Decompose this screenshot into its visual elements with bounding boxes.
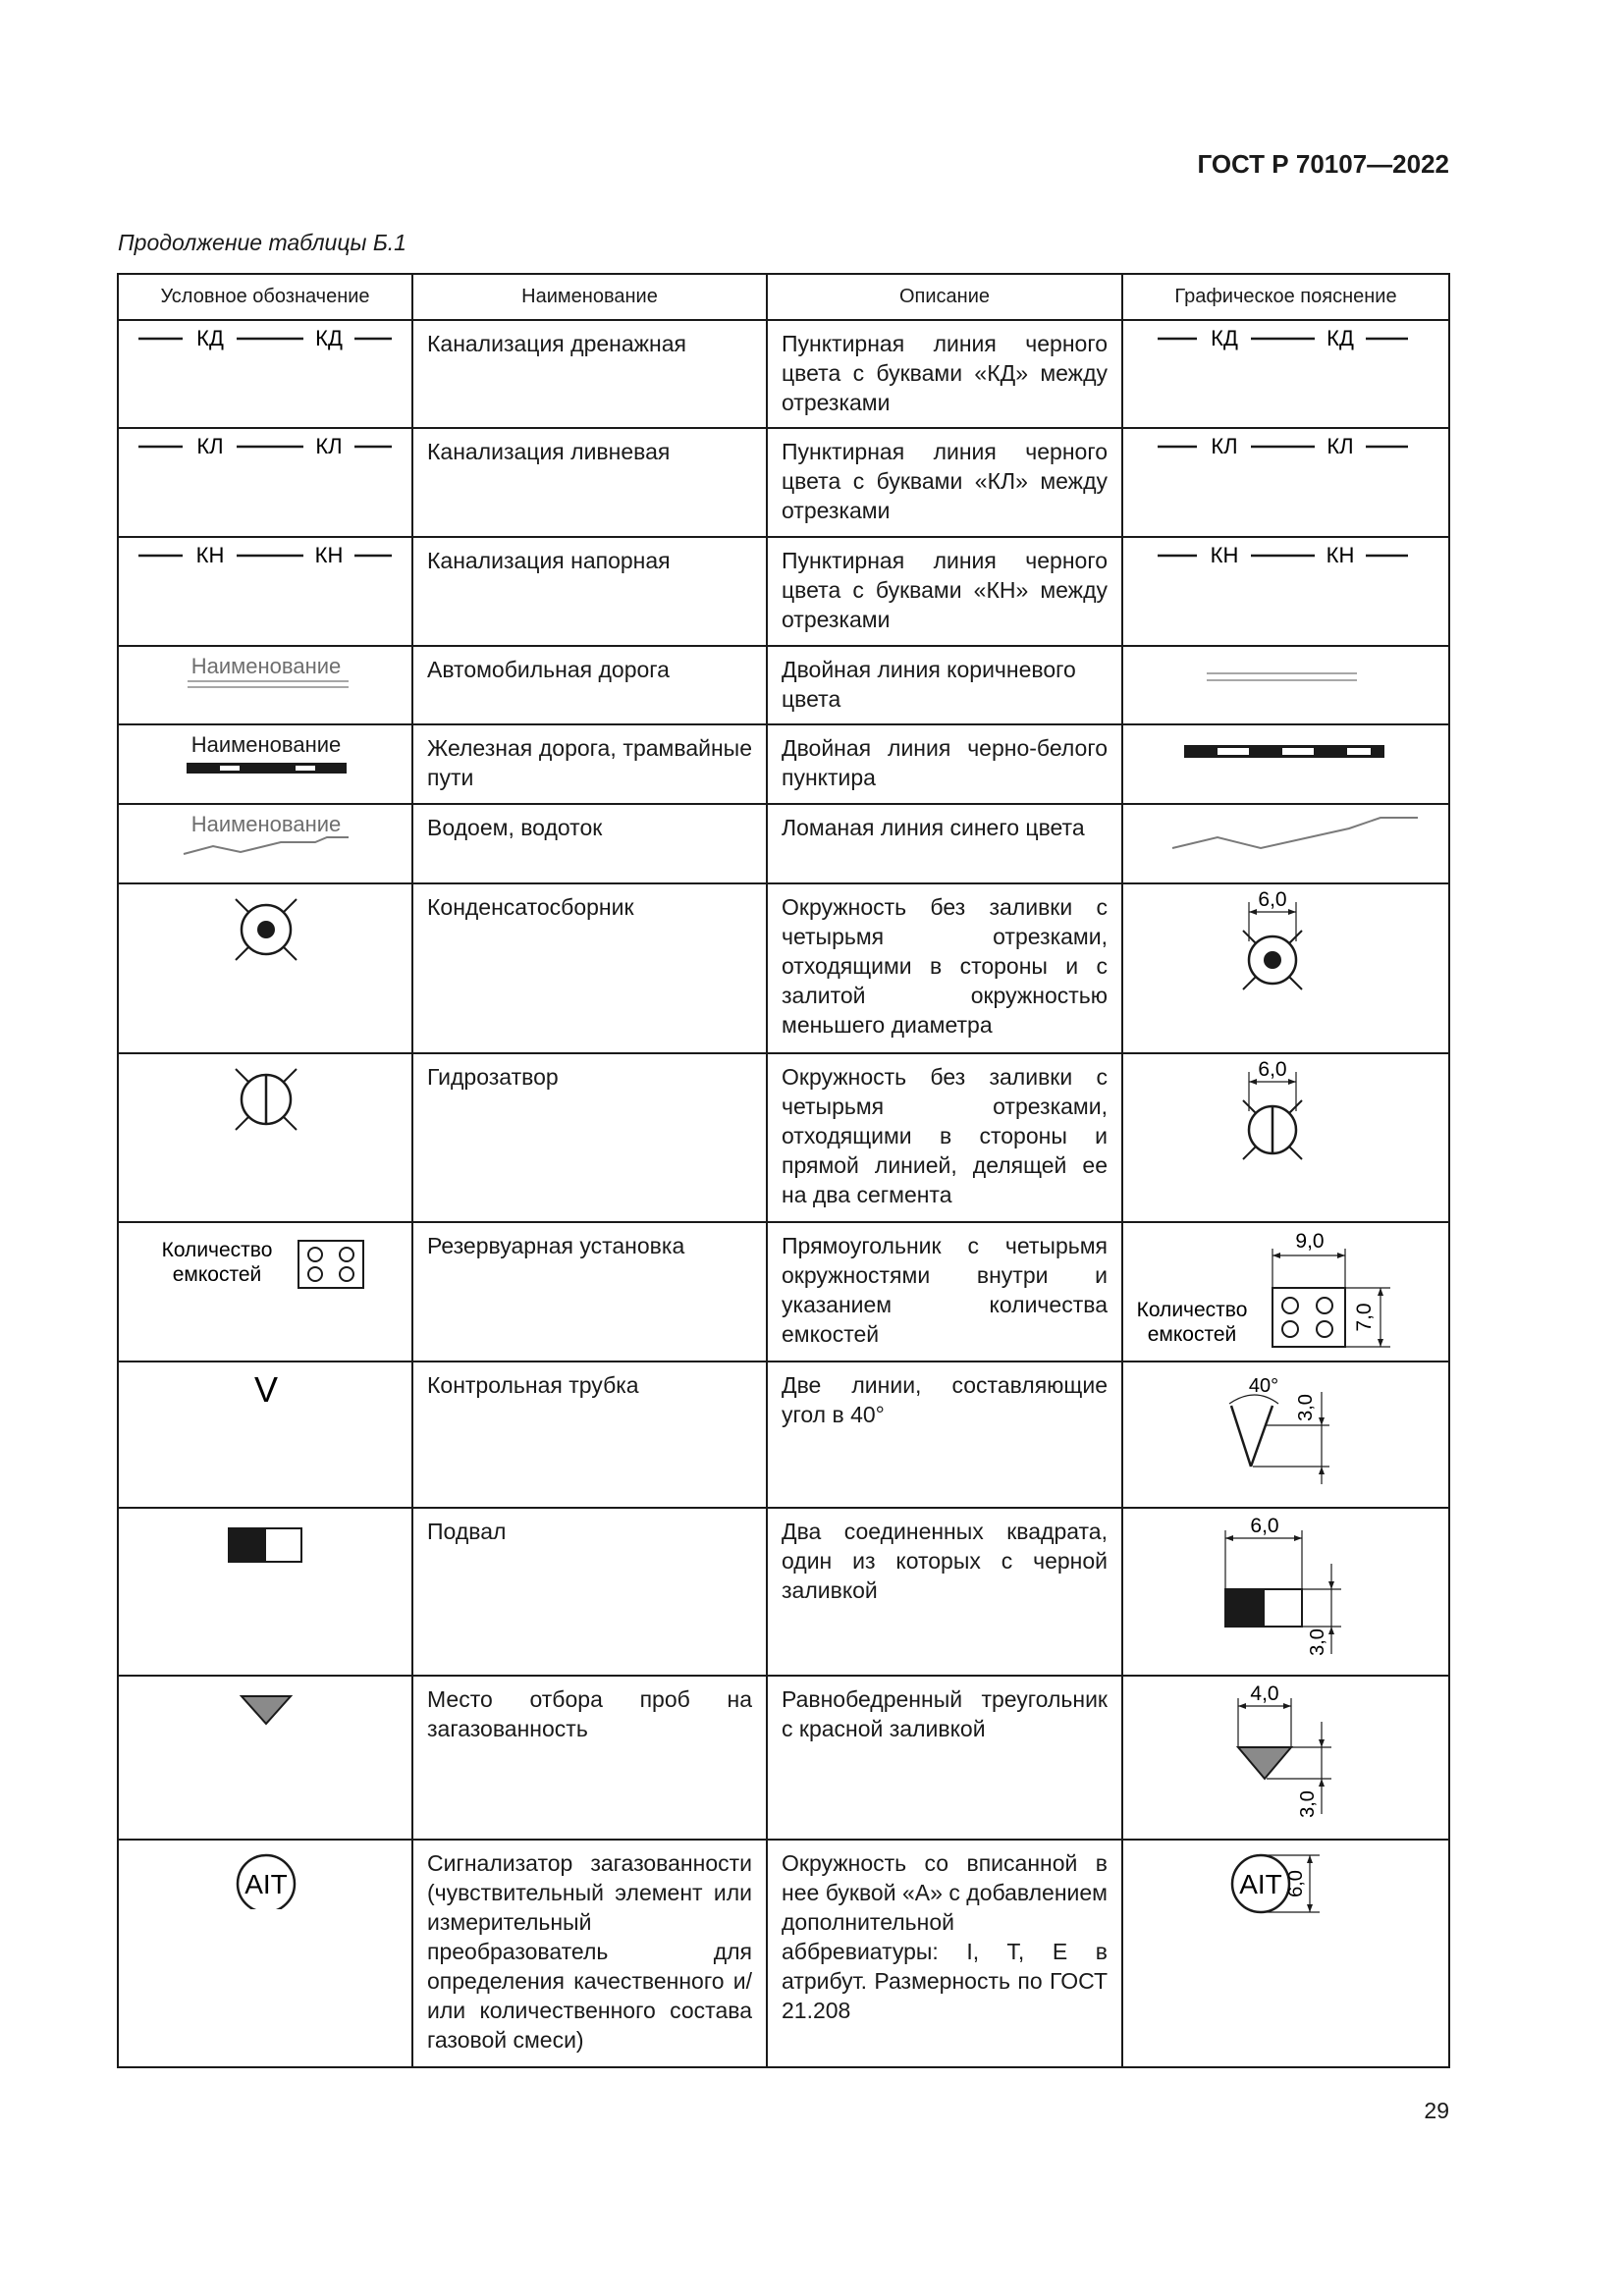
control-tube-graphic — [1123, 1362, 1448, 1500]
table-row — [118, 1508, 1449, 1676]
description-cell: Пунктирная линия черного цвета с буквами «КД» между отрезками — [767, 320, 1122, 428]
svg-text:КН: КН — [1210, 543, 1239, 567]
graphic-cell — [1122, 1222, 1449, 1362]
gas-sampling-symbol — [119, 1677, 411, 1735]
name-cell: Водоем, водоток — [412, 804, 767, 883]
sewer-line-graphic — [1123, 321, 1448, 360]
graphic-cell — [1122, 1508, 1449, 1676]
line-label: КД — [315, 326, 343, 350]
dimension-label: 9,0 — [1295, 1230, 1325, 1253]
dimension-label: 6,0 — [1250, 1515, 1279, 1537]
control-tube-symbol — [119, 1362, 411, 1412]
gas-alarm-graphic — [1123, 1841, 1448, 1929]
graphic-cell — [1122, 1053, 1449, 1222]
name-cell: Сигнализатор загазованности (чувствительный элемент или измерительный преобразователь для определения качественного и/или количественного состава газовой смеси) — [412, 1840, 767, 2067]
column-header: Описание — [767, 274, 1122, 320]
dimension-label: 6,0 — [1258, 888, 1287, 911]
graphic-cell — [1122, 804, 1449, 883]
table-row — [118, 1222, 1449, 1362]
symbol-cell — [118, 1222, 412, 1362]
dimension-label: 3,0 — [1297, 1790, 1319, 1818]
symbol-cell — [118, 1508, 412, 1676]
table-row — [118, 1676, 1449, 1840]
table-row — [118, 1840, 1449, 2067]
hydraulic-seal-graphic — [1123, 1054, 1448, 1172]
name-cell: Автомобильная дорога — [412, 646, 767, 724]
description-cell: Окружность со вписанной в нее буквой «А» с добавлением дополнительной аббревиатуры: I, T, E в атрибут. Размерность по ГОСТ 21.208 — [767, 1840, 1122, 2067]
graphic-cell — [1122, 1676, 1449, 1840]
gas-alarm-label: AIT — [1239, 1869, 1282, 1899]
table-caption: Продолжение таблицы Б.1 — [118, 230, 406, 255]
name-cell: Канализация дренажная — [412, 320, 767, 428]
symbol-cell — [118, 537, 412, 646]
name-cell: Место отбора проб на загазованность — [412, 1676, 767, 1840]
gas-sampling-graphic — [1123, 1677, 1448, 1829]
water-symbol — [119, 805, 411, 864]
name-cell: Канализация ливневая — [412, 428, 767, 537]
tank-count-label: Количество — [161, 1239, 273, 1261]
description-cell: Два соединенных квадрата, один из которых с черной заливкой — [767, 1508, 1122, 1676]
table-row — [118, 537, 1449, 646]
symbol-cell — [118, 724, 412, 804]
description-cell: Двойная линия коричневого цвета — [767, 646, 1122, 724]
symbol-cell — [118, 1362, 412, 1508]
tank-count-label: емкостей — [1147, 1323, 1237, 1346]
page-number: 29 — [1424, 2098, 1449, 2123]
sewer-line-symbol — [119, 429, 411, 468]
graphic-cell — [1122, 1840, 1449, 2067]
symbol-cell — [118, 1053, 412, 1222]
tank-installation-graphic — [1123, 1223, 1448, 1359]
table-header-row — [118, 274, 1449, 320]
road-symbol — [119, 647, 411, 696]
symbol-cell — [118, 428, 412, 537]
svg-text:КН: КН — [195, 543, 225, 567]
symbol-cell — [118, 804, 412, 883]
description-cell: Прямоугольник с четырьмя окружностями внутри и указанием количества емкостей — [767, 1222, 1122, 1362]
graphic-cell — [1122, 724, 1449, 804]
name-cell: Подвал — [412, 1508, 767, 1676]
graphic-cell — [1122, 1362, 1449, 1508]
railway-symbol — [119, 725, 411, 779]
basement-symbol — [119, 1509, 411, 1568]
symbol-cell — [118, 883, 412, 1053]
description-cell: Окружность без заливки с четырьмя отрезками, отходящими в стороны и прямой линией, делящей ее на два сегмента — [767, 1053, 1122, 1222]
svg-text:КД: КД — [1326, 326, 1354, 350]
description-cell: Пунктирная линия черного цвета с буквами «КН» между отрезками — [767, 537, 1122, 646]
description-cell: Пунктирная линия черного цвета с буквами «КЛ» между отрезками — [767, 428, 1122, 537]
table-row — [118, 804, 1449, 883]
graphic-cell — [1122, 428, 1449, 537]
gas-alarm-symbol — [119, 1841, 411, 1909]
sewer-line-graphic — [1123, 429, 1448, 468]
svg-text:КД: КД — [1211, 326, 1238, 350]
basement-graphic — [1123, 1509, 1448, 1666]
symbol-cell — [118, 646, 412, 724]
table-row — [118, 1362, 1449, 1508]
railway-label: Наименование — [190, 732, 342, 757]
table-row — [118, 883, 1449, 1053]
tank-count-label: Количество — [1136, 1299, 1248, 1321]
gas-alarm-label: AIT — [244, 1869, 288, 1899]
control-tube-letter: V — [253, 1369, 279, 1410]
water-graphic — [1123, 805, 1448, 864]
name-cell: Канализация напорная — [412, 537, 767, 646]
svg-text:КН: КН — [314, 543, 344, 567]
graphic-cell — [1122, 646, 1449, 724]
water-label: Наименование — [190, 812, 342, 836]
hydraulic-seal-symbol — [119, 1054, 411, 1143]
angle-label: 40° — [1248, 1375, 1279, 1397]
dimension-label: 7,0 — [1353, 1303, 1376, 1332]
svg-text:КЛ: КЛ — [315, 434, 343, 458]
graphic-cell — [1122, 537, 1449, 646]
tank-installation-symbol — [119, 1223, 411, 1292]
svg-text:КЛ: КЛ — [196, 434, 224, 458]
name-cell: Конденсатосборник — [412, 883, 767, 1053]
symbols-table — [117, 273, 1450, 2068]
table-row — [118, 1053, 1449, 1222]
graphic-cell — [1122, 883, 1449, 1053]
description-cell: Окружность без заливки с четырьмя отрезками, отходящими в стороны и с залитой окружностью меньшего диаметра — [767, 883, 1122, 1053]
graphic-cell — [1122, 320, 1449, 428]
symbol-cell — [118, 1676, 412, 1840]
description-cell: Равнобедренный треугольник с красной заливкой — [767, 1676, 1122, 1840]
column-header: Наименование — [412, 274, 767, 320]
column-header: Графическое пояснение — [1122, 274, 1449, 320]
name-cell: Контрольная трубка — [412, 1362, 767, 1508]
railway-graphic — [1123, 725, 1448, 774]
condensate-collector-graphic — [1123, 884, 1448, 1002]
symbol-cell — [118, 320, 412, 428]
description-cell: Ломаная линия синего цвета — [767, 804, 1122, 883]
condensate-collector-symbol — [119, 884, 411, 973]
sewer-line-symbol — [119, 321, 411, 360]
column-header: Условное обозначение — [118, 274, 412, 320]
svg-text:КЛ: КЛ — [1326, 434, 1354, 458]
sewer-line-graphic — [1123, 538, 1448, 577]
name-cell: Железная дорога, трамвайные пути — [412, 724, 767, 804]
svg-text:КН: КН — [1326, 543, 1355, 567]
sewer-line-symbol — [119, 538, 411, 577]
description-cell: Двойная линия черно-белого пунктира — [767, 724, 1122, 804]
name-cell: Резервуарная установка — [412, 1222, 767, 1362]
road-graphic — [1123, 647, 1448, 696]
table-row — [118, 428, 1449, 537]
dimension-label: 6,0 — [1285, 1870, 1307, 1897]
line-label: КД — [196, 326, 224, 350]
dimension-label: 3,0 — [1307, 1629, 1328, 1656]
description-cell: Две линии, составляющие угол в 40° — [767, 1362, 1122, 1508]
document-id: ГОСТ Р 70107—2022 — [1197, 149, 1449, 179]
table-row — [118, 724, 1449, 804]
name-cell: Гидрозатвор — [412, 1053, 767, 1222]
symbol-cell — [118, 1840, 412, 2067]
dimension-label: 3,0 — [1295, 1394, 1317, 1421]
road-label: Наименование — [190, 654, 342, 678]
tank-count-label: емкостей — [172, 1263, 262, 1286]
table-row — [118, 646, 1449, 724]
svg-text:КЛ: КЛ — [1211, 434, 1238, 458]
dimension-label: 6,0 — [1258, 1058, 1287, 1081]
dimension-label: 4,0 — [1250, 1682, 1279, 1705]
table-row — [118, 320, 1449, 428]
